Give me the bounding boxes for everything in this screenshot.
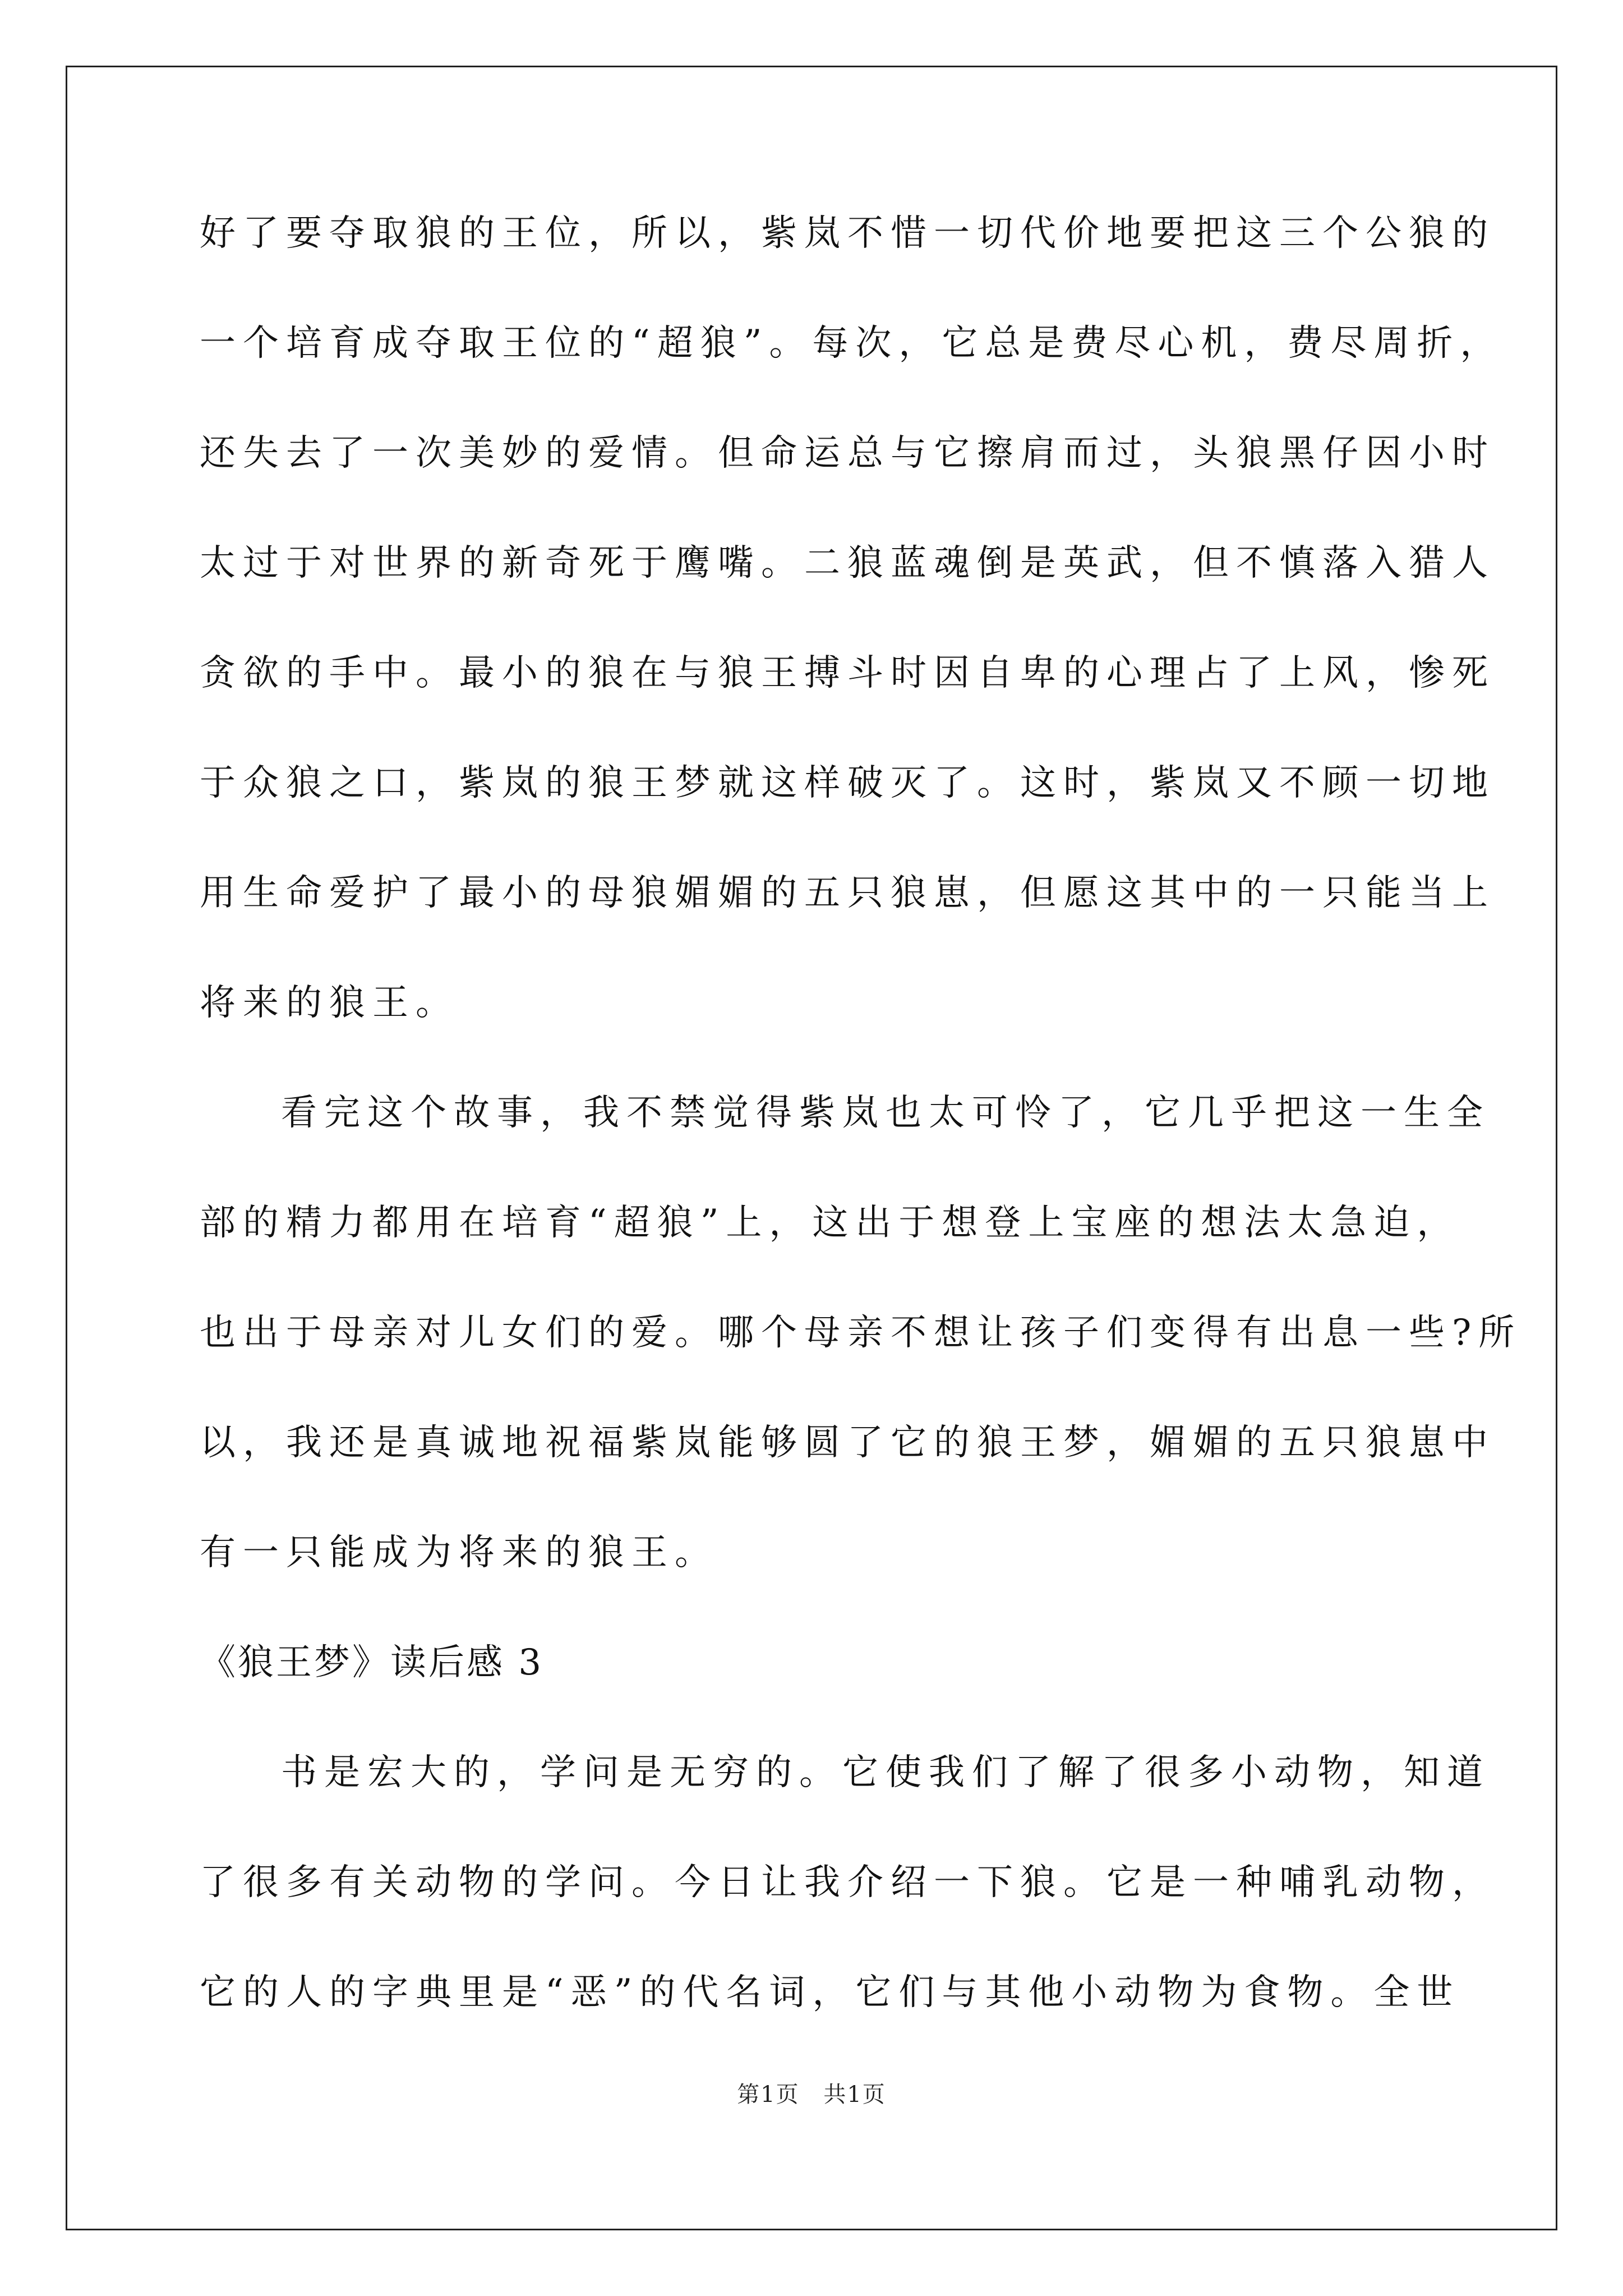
paragraph-line: 于众狼之口，紫岚的狼王梦就这样破灭了。这时，紫岚又不顾一切地 <box>200 762 1495 804</box>
page-footer <box>0 2081 1623 2108</box>
paragraph-line: 贪欲的手中。最小的狼在与狼王搏斗时因自卑的心理占了上风，惨死 <box>200 652 1495 694</box>
paragraph-line: 也出于母亲对儿女们的爱。哪个母亲不想让孩子们变得有出息一些?所 <box>200 1312 1522 1354</box>
paragraph-line: 有一只能成为将来的狼王。 <box>200 1532 718 1573</box>
paragraph-line: 看完这个故事，我不禁觉得紫岚也太可怜了，它几乎把这一生全 <box>281 1092 1490 1134</box>
paragraph-line: 好了要夺取狼的王位，所以，紫岚不惜一切代价地要把这三个公狼的 <box>200 213 1495 254</box>
paragraph-line: 了很多有关动物的学问。今日让我介绍一下狼。它是一种哺乳动物， <box>200 1862 1495 1903</box>
paragraph-line: 部的精力都用在培育“超狼”上，这出于想登上宝座的想法太急迫， <box>200 1202 1460 1244</box>
paragraph-line: 一个培育成夺取王位的“超狼”。每次，它总是费尽心机，费尽周折， <box>200 323 1504 364</box>
page-total: 共1页 <box>823 2082 886 2108</box>
paragraph-line: 还失去了一次美妙的爱情。但命运总与它擦肩而过，头狼黑仔因小时 <box>200 432 1495 474</box>
paragraph-line: 书是宏大的，学问是无穷的。它使我们了解了很多小动物，知道 <box>281 1752 1490 1793</box>
paragraph-line: 以，我还是真诚地祝福紫岚能够圆了它的狼王梦，媚媚的五只狼崽中 <box>200 1422 1495 1464</box>
paragraph-line: 用生命爱护了最小的母狼媚媚的五只狼崽，但愿这其中的一只能当上 <box>200 872 1495 914</box>
section-heading: 《狼王梦》读后感 3 <box>200 1642 544 1683</box>
document-body <box>200 213 1522 2082</box>
paragraph-line: 将来的狼王。 <box>200 982 459 1024</box>
page-number: 第1页 <box>737 2082 800 2108</box>
paragraph-line: 它的人的字典里是“恶”的代名词，它们与其他小动物为食物。全世 <box>200 1972 1460 2013</box>
paragraph-line: 太过于对世界的新奇死于鹰嘴。二狼蓝魂倒是英武，但不慎落入猎人 <box>200 542 1495 584</box>
